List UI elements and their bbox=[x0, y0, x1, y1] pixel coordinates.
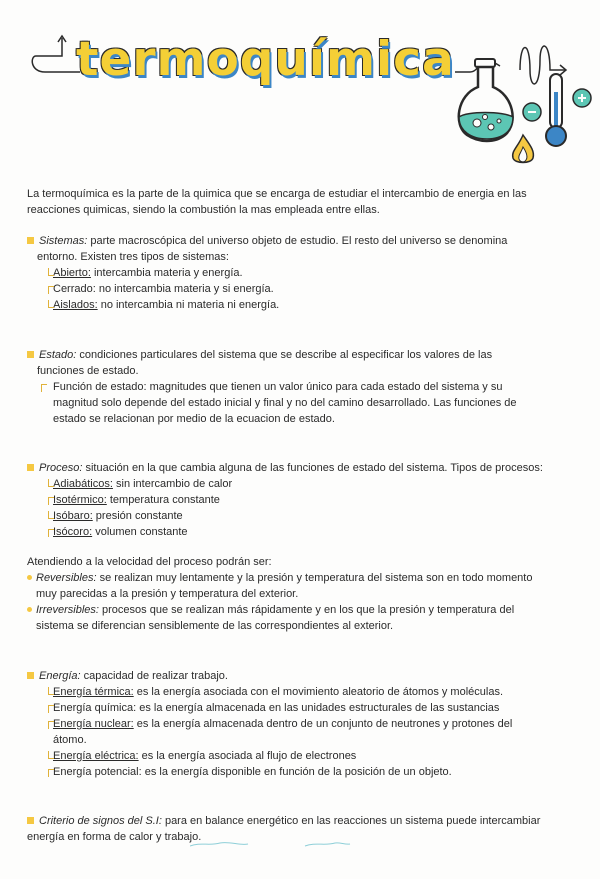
list-item: Energía térmica: es la energía asociada con el movimiento aleatorio de átomos y moléculas. bbox=[27, 684, 575, 700]
plus-circle-icon bbox=[571, 87, 593, 109]
section-velocidad: Atendiendo a la velocidad del proceso podrán ser: Reversibles: se realizan muy lentamente y la presión y temperatura del sistema son en todo momento muy parecidas a la presión y temperatura del exterior. Irreversibles: procesos que se realizan más rápidamente y en los que la presión y temperatura del sistema se diferencian sensiblemente de las correspondientes al exterior. bbox=[27, 554, 575, 634]
bullet-square-icon bbox=[27, 464, 34, 471]
list-item: Función de estado: magnitudes que tienen un valor único para cada estado del sistema y su bbox=[27, 379, 575, 395]
bullet-square-icon bbox=[27, 672, 34, 679]
bracket-icon bbox=[41, 384, 47, 392]
list-item: Adiabáticos: sin intercambio de calor bbox=[27, 476, 575, 492]
page-title: termoquímica bbox=[76, 32, 455, 87]
list-item: Isotérmico: temperatura constante bbox=[27, 492, 575, 508]
bracket-icon bbox=[48, 300, 54, 308]
term-criterio: Criterio de signos del S.I: bbox=[39, 815, 162, 827]
rev-cont: muy parecidas a la presión y temperatura del exterior. bbox=[36, 588, 299, 600]
bracket-icon bbox=[48, 721, 54, 729]
term-energia: Energía: bbox=[39, 670, 81, 682]
bracket-icon bbox=[48, 529, 54, 537]
term-sistemas: Sistemas: bbox=[39, 235, 88, 247]
bullet-square-icon bbox=[27, 237, 34, 244]
list-item: Isóbaro: presión constante bbox=[27, 508, 575, 524]
list-item: Aislados: no intercambia ni materia ni energía. bbox=[27, 297, 575, 313]
minus-circle-icon bbox=[521, 101, 543, 123]
list-item: Cerrado: no intercambia materia y si energía. bbox=[27, 281, 575, 297]
bracket-icon bbox=[48, 687, 54, 695]
intro-paragraph: La termoquímica es la parte de la quimica que se encarga de estudiar el intercambio de energia en las reacciones quimicas, siendo la combustión la mas empleada entre ellas. bbox=[27, 188, 527, 216]
estado-sub-l3: estado se relacionan por medio de la ecuacion de estado. bbox=[53, 413, 335, 425]
section-proceso bbox=[27, 460, 575, 540]
list-item: Energía eléctrica: es la energía asociada al flujo de electrones bbox=[27, 748, 575, 764]
estado-cont: funciones de estado. bbox=[37, 365, 139, 377]
bracket-icon bbox=[48, 479, 54, 487]
term-proceso: Proceso: bbox=[39, 462, 83, 474]
bracket-icon bbox=[48, 751, 54, 759]
bullet-square-icon bbox=[27, 817, 34, 824]
bracket-icon bbox=[48, 705, 54, 713]
irr-cont: sistema se diferencian sensiblemente de las correspondientes al exterior. bbox=[36, 620, 394, 632]
estado-text: condiciones particulares del sistema que se describe al especificar los valores de las bbox=[76, 349, 493, 361]
bullet-dot-icon bbox=[27, 607, 32, 612]
thermometer-icon bbox=[541, 70, 571, 150]
content bbox=[27, 186, 575, 879]
term-estado: Estado: bbox=[39, 349, 77, 361]
proceso-text: situación en la que cambia alguna de las funciones de estado del sistema. Tipos de procesos: bbox=[82, 462, 543, 474]
term-irreversibles: Irreversibles: bbox=[36, 604, 99, 616]
section-energia bbox=[27, 668, 575, 780]
velocidad-lead: Atendiendo a la velocidad del proceso podrán ser: bbox=[27, 556, 272, 568]
estado-sub-l2: magnitud solo depende del estado inicial y final y no del camino desarrollado. Las funciones de bbox=[53, 397, 517, 409]
energia-nuclear-cont: átomo. bbox=[53, 734, 87, 746]
criterio-text: para en balance energético en las reacciones un sistema puede intercambiar bbox=[161, 815, 541, 827]
bracket-icon bbox=[48, 511, 54, 519]
footer-decoration-icon bbox=[190, 838, 390, 848]
energia-text: capacidad de realizar trabajo. bbox=[80, 670, 228, 682]
list-item: Abierto: intercambia materia y energía. bbox=[27, 265, 575, 281]
bullet-square-icon bbox=[27, 351, 34, 358]
sistemas-cont: entorno. Existen tres tipos de sistemas: bbox=[37, 251, 229, 263]
list-item: Energía potencial: es la energía disponible en función de la posición de un objeto. bbox=[27, 764, 575, 780]
bracket-icon bbox=[48, 769, 54, 777]
sistemas-text: parte macroscópica del universo objeto de estudio. El resto del universo se denomina bbox=[87, 235, 508, 247]
bullet-dot-icon bbox=[27, 575, 32, 580]
list-item: Energía nuclear: es la energía almacenada dentro de un conjunto de neutrones y protones del bbox=[27, 716, 575, 732]
bracket-icon bbox=[48, 286, 54, 294]
term-reversibles: Reversibles: bbox=[36, 572, 97, 584]
section-estado bbox=[27, 347, 575, 427]
header-banner bbox=[0, 0, 600, 175]
list-item: Isócoro: volumen constante bbox=[27, 524, 575, 540]
criterio-cont: energía en forma de calor y trabajo. bbox=[27, 831, 202, 843]
bracket-icon bbox=[48, 497, 54, 505]
flame-icon bbox=[508, 133, 538, 168]
section-sistemas bbox=[27, 233, 575, 313]
bracket-icon bbox=[48, 268, 54, 276]
list-item: Energía química: es la energía almacenada en las unidades estructurales de las sustancias bbox=[27, 700, 575, 716]
